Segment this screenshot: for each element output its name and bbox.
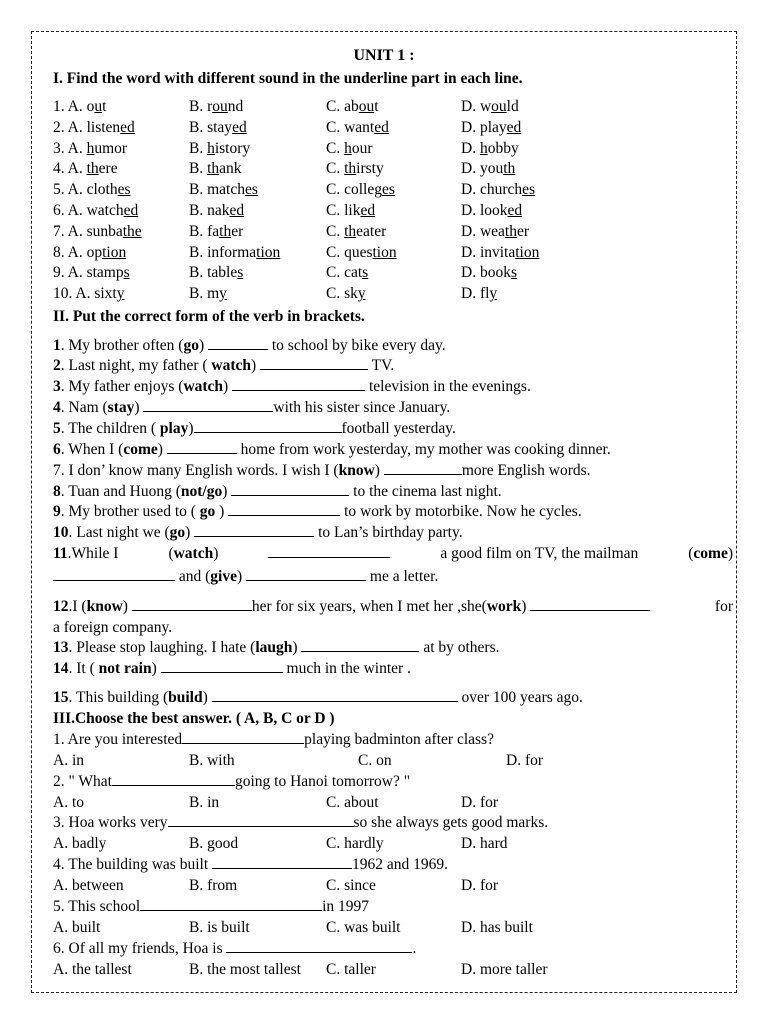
option-word: B. tables bbox=[189, 264, 244, 282]
option-word: D. played bbox=[461, 118, 522, 136]
option-word: 3. A. humor bbox=[53, 139, 128, 157]
question-item: 5. The children ( play) football yesterday. bbox=[53, 420, 456, 437]
option-word: C. question bbox=[326, 243, 397, 261]
underlined-segment: th bbox=[503, 160, 516, 178]
option-word: C. hour bbox=[326, 139, 373, 157]
underlined-segment: h bbox=[479, 139, 488, 157]
option-word: D. hobby bbox=[461, 139, 519, 157]
option-word: C. colleges bbox=[326, 181, 395, 199]
underlined-segment: y bbox=[116, 285, 125, 303]
underlined-segment: th bbox=[344, 160, 357, 178]
underlined-segment: tion bbox=[102, 243, 127, 261]
answer-blank[interactable] bbox=[226, 940, 412, 953]
question-item: 11.While I (watch) a good film on TV, the mailman (come) bbox=[53, 545, 733, 562]
underlined-segment: ed bbox=[123, 202, 139, 219]
answer-blank[interactable] bbox=[530, 598, 650, 611]
answer-blank[interactable] bbox=[246, 568, 366, 581]
question-item: 10. Last night we (go) to Lan’s birthday party. bbox=[53, 524, 463, 541]
option-word: D. books bbox=[461, 264, 517, 282]
mc-question: 4. The building was built 1962 and 1969. bbox=[53, 856, 449, 874]
option-word: B. information bbox=[189, 243, 281, 261]
underlined-segment: y bbox=[357, 285, 366, 303]
underlined-segment: th bbox=[504, 222, 517, 240]
mc-question: 2. " What going to Hanoi tomorrow? " bbox=[53, 772, 411, 790]
answer-option[interactable]: B. is built bbox=[189, 918, 250, 936]
answer-blank[interactable] bbox=[301, 639, 419, 652]
option-word: C. sky bbox=[326, 285, 366, 303]
underlined-segment: h bbox=[344, 139, 352, 157]
question-item: 14. It ( not rain) much in the winter . bbox=[53, 660, 411, 677]
option-word: 8. A. option bbox=[53, 243, 127, 261]
option-word: D. invitation bbox=[461, 243, 540, 261]
answer-blank[interactable] bbox=[112, 773, 235, 786]
option-word: B. thank bbox=[189, 160, 242, 178]
underlined-segment: y bbox=[219, 285, 227, 303]
underlined-segment: the bbox=[122, 222, 142, 240]
option-word: C. cats bbox=[326, 264, 369, 282]
answer-blank[interactable] bbox=[182, 731, 304, 744]
answer-blank[interactable] bbox=[132, 598, 252, 611]
option-word: C. wanted bbox=[326, 118, 389, 136]
option-word: 10. A. sixty bbox=[53, 285, 125, 303]
option-word: B. round bbox=[189, 98, 244, 115]
underlined-segment: h bbox=[207, 139, 215, 157]
underlined-segment: es bbox=[381, 181, 395, 199]
answer-option[interactable]: A. badly bbox=[53, 835, 107, 853]
underlined-segment: ou bbox=[491, 98, 507, 115]
answer-blank[interactable] bbox=[384, 462, 462, 475]
mc-question: 5. This school in 1997 bbox=[53, 897, 370, 915]
option-word: D. would bbox=[461, 98, 519, 115]
underlined-segment: ed bbox=[507, 202, 523, 219]
question-item: 4. Nam (stay) with his sister since January. bbox=[53, 399, 451, 416]
question-item: 9. My brother used to ( go ) to work by motorbike. Now he cycles. bbox=[53, 503, 582, 520]
option-word: D. fly bbox=[461, 285, 498, 303]
answer-option[interactable]: C. taller bbox=[326, 960, 376, 978]
answer-blank[interactable] bbox=[194, 420, 342, 433]
underlined-segment: tion bbox=[515, 243, 540, 261]
answer-option[interactable]: C. on bbox=[358, 752, 392, 769]
option-word: 5. A. clothes bbox=[53, 181, 131, 199]
option-word: D. weather bbox=[461, 222, 530, 240]
underlined-segment: h bbox=[86, 139, 95, 157]
option-word: C. liked bbox=[326, 202, 376, 219]
option-word: B. matches bbox=[189, 181, 258, 199]
option-word: B. stayed bbox=[189, 118, 247, 136]
underlined-segment: ed bbox=[232, 118, 247, 136]
underlined-segment: ed bbox=[506, 118, 522, 136]
question-item: 3. My father enjoys (watch) television in the evenings. bbox=[53, 378, 531, 395]
answer-blank[interactable] bbox=[260, 357, 368, 370]
underlined-segment: ou bbox=[358, 98, 375, 115]
underlined-segment: s bbox=[237, 264, 244, 282]
underlined-segment: tion bbox=[372, 243, 397, 261]
underlined-segment: s bbox=[123, 264, 130, 282]
question-item: 13. Please stop laughing. I hate (laugh) at by others. bbox=[53, 639, 500, 656]
underlined-segment: th bbox=[344, 222, 357, 240]
underlined-segment: u bbox=[94, 98, 103, 115]
underlined-segment: ed bbox=[360, 202, 376, 219]
answer-blank[interactable] bbox=[268, 545, 390, 558]
answer-option[interactable]: C. about bbox=[326, 793, 379, 811]
answer-option[interactable]: D. has built bbox=[461, 918, 533, 936]
answer-option[interactable]: A. the tallest bbox=[53, 960, 132, 978]
answer-option[interactable]: D. for bbox=[461, 793, 499, 811]
underlined-segment: es bbox=[522, 181, 536, 199]
answer-option[interactable]: D. hard bbox=[461, 835, 508, 853]
unit-title: UNIT 1 : bbox=[353, 47, 415, 64]
underlined-segment: th bbox=[219, 222, 232, 240]
question-item: 15. This building (build) over 100 years ago. bbox=[53, 689, 583, 706]
option-word: D. youth bbox=[461, 160, 516, 178]
answer-option[interactable]: A. between bbox=[53, 877, 124, 895]
answer-option[interactable]: A. to bbox=[53, 793, 84, 811]
option-word: 4. A. there bbox=[53, 160, 118, 178]
section-1-heading: I. Find the word with different sound in the underline part in each line. bbox=[53, 70, 523, 87]
answer-option[interactable]: B. the most tallest bbox=[189, 960, 301, 978]
option-word: C. about bbox=[326, 98, 379, 115]
section-3-heading: III.Choose the best answer. ( A, B, C or D ) bbox=[53, 710, 335, 727]
underlined-segment: ed bbox=[229, 202, 245, 219]
option-word: B. naked bbox=[189, 202, 245, 219]
answer-blank[interactable] bbox=[140, 898, 322, 911]
option-word: C. theater bbox=[326, 222, 387, 240]
answer-blank[interactable] bbox=[194, 524, 314, 537]
question-item: 1. My brother often (go) to school by bike every day. bbox=[53, 337, 446, 354]
answer-option[interactable]: D. more taller bbox=[461, 960, 548, 978]
answer-option[interactable]: C. since bbox=[326, 877, 376, 895]
underlined-segment: tion bbox=[256, 243, 281, 261]
mc-question: 1. Are you interested playing badminton after class? bbox=[53, 731, 494, 748]
answer-blank[interactable] bbox=[167, 441, 237, 454]
answer-option[interactable]: B. in bbox=[189, 793, 220, 811]
option-word: B. my bbox=[189, 285, 227, 303]
underlined-segment: y bbox=[489, 285, 498, 303]
option-word: B. father bbox=[189, 222, 244, 240]
underlined-segment: s bbox=[362, 264, 369, 282]
question-item: 8. Tuan and Huong (not/go) to the cinema last night. bbox=[53, 483, 502, 500]
underlined-segment: es bbox=[244, 181, 258, 199]
answer-blank[interactable] bbox=[143, 399, 273, 412]
option-word: C. thirsty bbox=[326, 160, 384, 178]
answer-option[interactable]: B. good bbox=[189, 835, 239, 853]
underlined-segment: s bbox=[510, 264, 517, 282]
answer-blank[interactable] bbox=[168, 814, 354, 827]
option-word: D. looked bbox=[461, 202, 523, 219]
answer-option[interactable]: A. in bbox=[53, 752, 84, 769]
mc-question: 3. Hoa works very so she always gets good marks. bbox=[53, 814, 549, 832]
underlined-segment: th bbox=[207, 160, 220, 178]
question-item: 7. I don’ know many English words. I wish I (know) more English words. bbox=[53, 462, 591, 479]
question-item: 6. When I (come) home from work yesterday, my mother was cooking dinner. bbox=[53, 441, 611, 458]
mc-question: 6. Of all my friends, Hoa is . bbox=[53, 939, 417, 957]
answer-blank[interactable] bbox=[231, 483, 349, 496]
answer-option[interactable]: A. built bbox=[53, 918, 101, 936]
option-word: D. churches bbox=[461, 181, 536, 199]
underlined-segment: ed bbox=[374, 118, 389, 136]
answer-blank[interactable] bbox=[212, 689, 458, 702]
question-item: 2. Last night, my father ( watch) TV. bbox=[53, 357, 395, 374]
question-item: 12.I (know) her for six years, when I met her ,she(work) for bbox=[53, 598, 733, 615]
option-word: 6. A. watched bbox=[53, 202, 139, 219]
underlined-segment: ou bbox=[212, 98, 228, 115]
answer-blank[interactable] bbox=[212, 856, 352, 869]
answer-blank[interactable] bbox=[228, 503, 340, 516]
answer-blank[interactable] bbox=[232, 378, 365, 391]
underlined-segment: es bbox=[117, 181, 131, 199]
answer-option[interactable]: B. with bbox=[189, 752, 235, 769]
question-item-continued: a foreign company. bbox=[53, 619, 173, 636]
answer-option[interactable]: C. hardly bbox=[326, 835, 384, 853]
answer-option[interactable]: B. from bbox=[189, 877, 238, 895]
section-2-heading: II. Put the correct form of the verb in brackets. bbox=[53, 308, 365, 325]
option-word: 2. A. listened bbox=[53, 118, 135, 136]
answer-option[interactable]: C. was built bbox=[326, 918, 401, 936]
underlined-segment: th bbox=[86, 160, 99, 178]
answer-blank[interactable] bbox=[208, 337, 268, 350]
answer-option[interactable]: D. for bbox=[506, 752, 544, 769]
answer-option[interactable]: D. for bbox=[461, 877, 499, 895]
answer-blank[interactable] bbox=[53, 568, 175, 581]
answer-blank[interactable] bbox=[161, 660, 283, 673]
option-word: 1. A. out bbox=[53, 98, 107, 115]
option-word: 9. A. stamps bbox=[53, 264, 130, 282]
option-word: B. history bbox=[189, 139, 251, 157]
option-word: 7. A. sunbathe bbox=[53, 222, 142, 240]
question-item: and (give) me a letter. bbox=[53, 568, 438, 586]
underlined-segment: ed bbox=[120, 118, 135, 136]
